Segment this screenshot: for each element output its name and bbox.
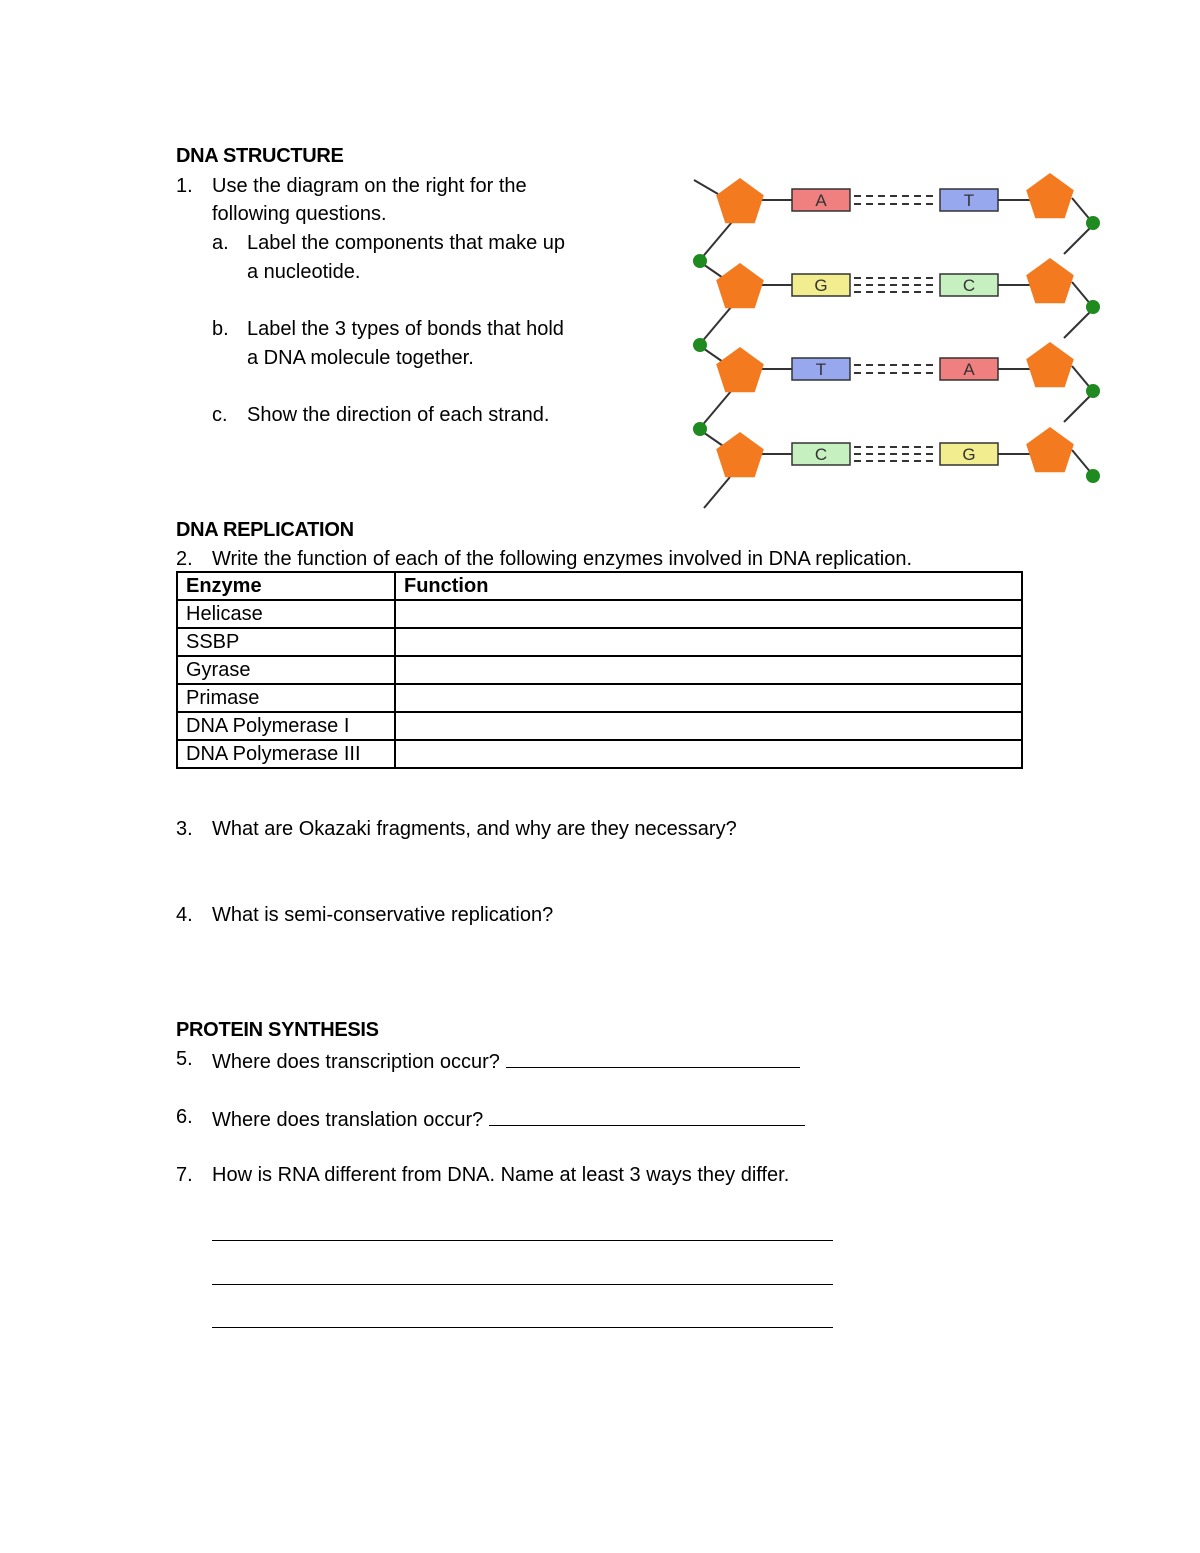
left-base-label: C [814,445,828,464]
table-row [177,684,1022,712]
left-base-label: T [815,360,827,379]
base-pair-2 [716,258,1074,308]
question-5-text: Where does transcription occur? [212,1051,500,1073]
question-7-answer-line-3[interactable] [212,1327,833,1328]
question-1b-line1: Label the 3 types of bonds that hold [247,318,564,340]
question-7-answer-line-2[interactable] [212,1284,833,1285]
right-phosphate-2 [1086,300,1100,314]
right-phosphate-4 [1086,469,1100,483]
right-backbone [1064,198,1092,474]
left-sugar-pentagon [716,347,764,392]
left-base-label: G [814,276,828,295]
base-pair-1 [716,173,1074,223]
right-sugar-pentagon [1026,173,1074,218]
table-header-row [177,572,1022,600]
right-base-label: C [962,276,976,295]
question-1b-line2: a DNA molecule together. [247,347,474,369]
function-cell[interactable] [395,600,1022,628]
right-phosphate-3 [1086,384,1100,398]
question-7-text: How is RNA different from DNA. Name at least 3 ways they differ. [212,1164,790,1186]
base-pair-4 [716,427,1074,477]
left-phosphate-2 [693,338,707,352]
table-row [177,600,1022,628]
header-function: Function [395,572,1022,600]
table-row [177,628,1022,656]
enzyme-cell: Helicase [177,600,395,628]
enzyme-function-table [176,571,1023,769]
left-sugar-pentagon [716,432,764,477]
right-sugar-pentagon [1026,427,1074,472]
function-cell[interactable] [395,628,1022,656]
function-cell[interactable] [395,740,1022,768]
question-7-number: 7. [176,1164,193,1186]
table-row [177,656,1022,684]
section-heading-dna-replication: DNA REPLICATION [176,519,354,541]
question-1a-letter: a. [212,232,229,254]
question-2-text: Write the function of each of the following enzymes involved in DNA replication. [212,548,912,570]
question-1c-letter: c. [212,404,228,426]
enzyme-cell: Gyrase [177,656,395,684]
question-4-text: What is semi-conservative replication? [212,904,554,926]
section-heading-protein-synthesis: PROTEIN SYNTHESIS [176,1019,379,1041]
table-row [177,740,1022,768]
right-sugar-pentagon [1026,342,1074,387]
question-3-number: 3. [176,818,193,840]
left-sugar-pentagon [716,178,764,223]
dna-ladder-diagram [688,172,1108,517]
question-6-text: Where does translation occur? [212,1109,484,1131]
question-1a-line1: Label the components that make up [247,232,565,254]
question-2-number: 2. [176,548,193,570]
question-1-line2: following questions. [212,203,387,225]
question-6-answer-blank[interactable] [489,1105,805,1126]
right-phosphate-1 [1086,216,1100,230]
question-5-number: 5. [176,1048,193,1070]
question-1b-letter: b. [212,318,229,340]
function-cell[interactable] [395,712,1022,740]
base-pair-3 [716,342,1074,392]
question-5-row [212,1047,800,1074]
left-sugar-pentagon [716,263,764,308]
question-1-line1: Use the diagram on the right for the [212,175,527,197]
enzyme-cell: SSBP [177,628,395,656]
right-base-label: T [963,191,975,210]
question-3-text: What are Okazaki fragments, and why are they necessary? [212,818,737,840]
enzyme-cell: Primase [177,684,395,712]
left-base-label: A [815,191,827,210]
question-5-answer-blank[interactable] [506,1047,800,1068]
question-1-number: 1. [176,175,193,197]
enzyme-cell: DNA Polymerase I [177,712,395,740]
right-base-label: A [963,360,975,379]
question-7-answer-line-1[interactable] [212,1240,833,1241]
left-phosphate-1 [693,254,707,268]
function-cell[interactable] [395,684,1022,712]
function-cell[interactable] [395,656,1022,684]
enzyme-cell: DNA Polymerase III [177,740,395,768]
question-1a-line2: a nucleotide. [247,261,361,283]
table-row [177,712,1022,740]
question-6-row [212,1105,805,1132]
right-base-label: G [962,445,976,464]
right-sugar-pentagon [1026,258,1074,303]
header-enzyme: Enzyme [177,572,395,600]
question-1c-line1: Show the direction of each strand. [247,404,550,426]
question-4-number: 4. [176,904,193,926]
section-heading-dna-structure: DNA STRUCTURE [176,145,344,167]
left-phosphate-3 [693,422,707,436]
question-6-number: 6. [176,1106,193,1128]
